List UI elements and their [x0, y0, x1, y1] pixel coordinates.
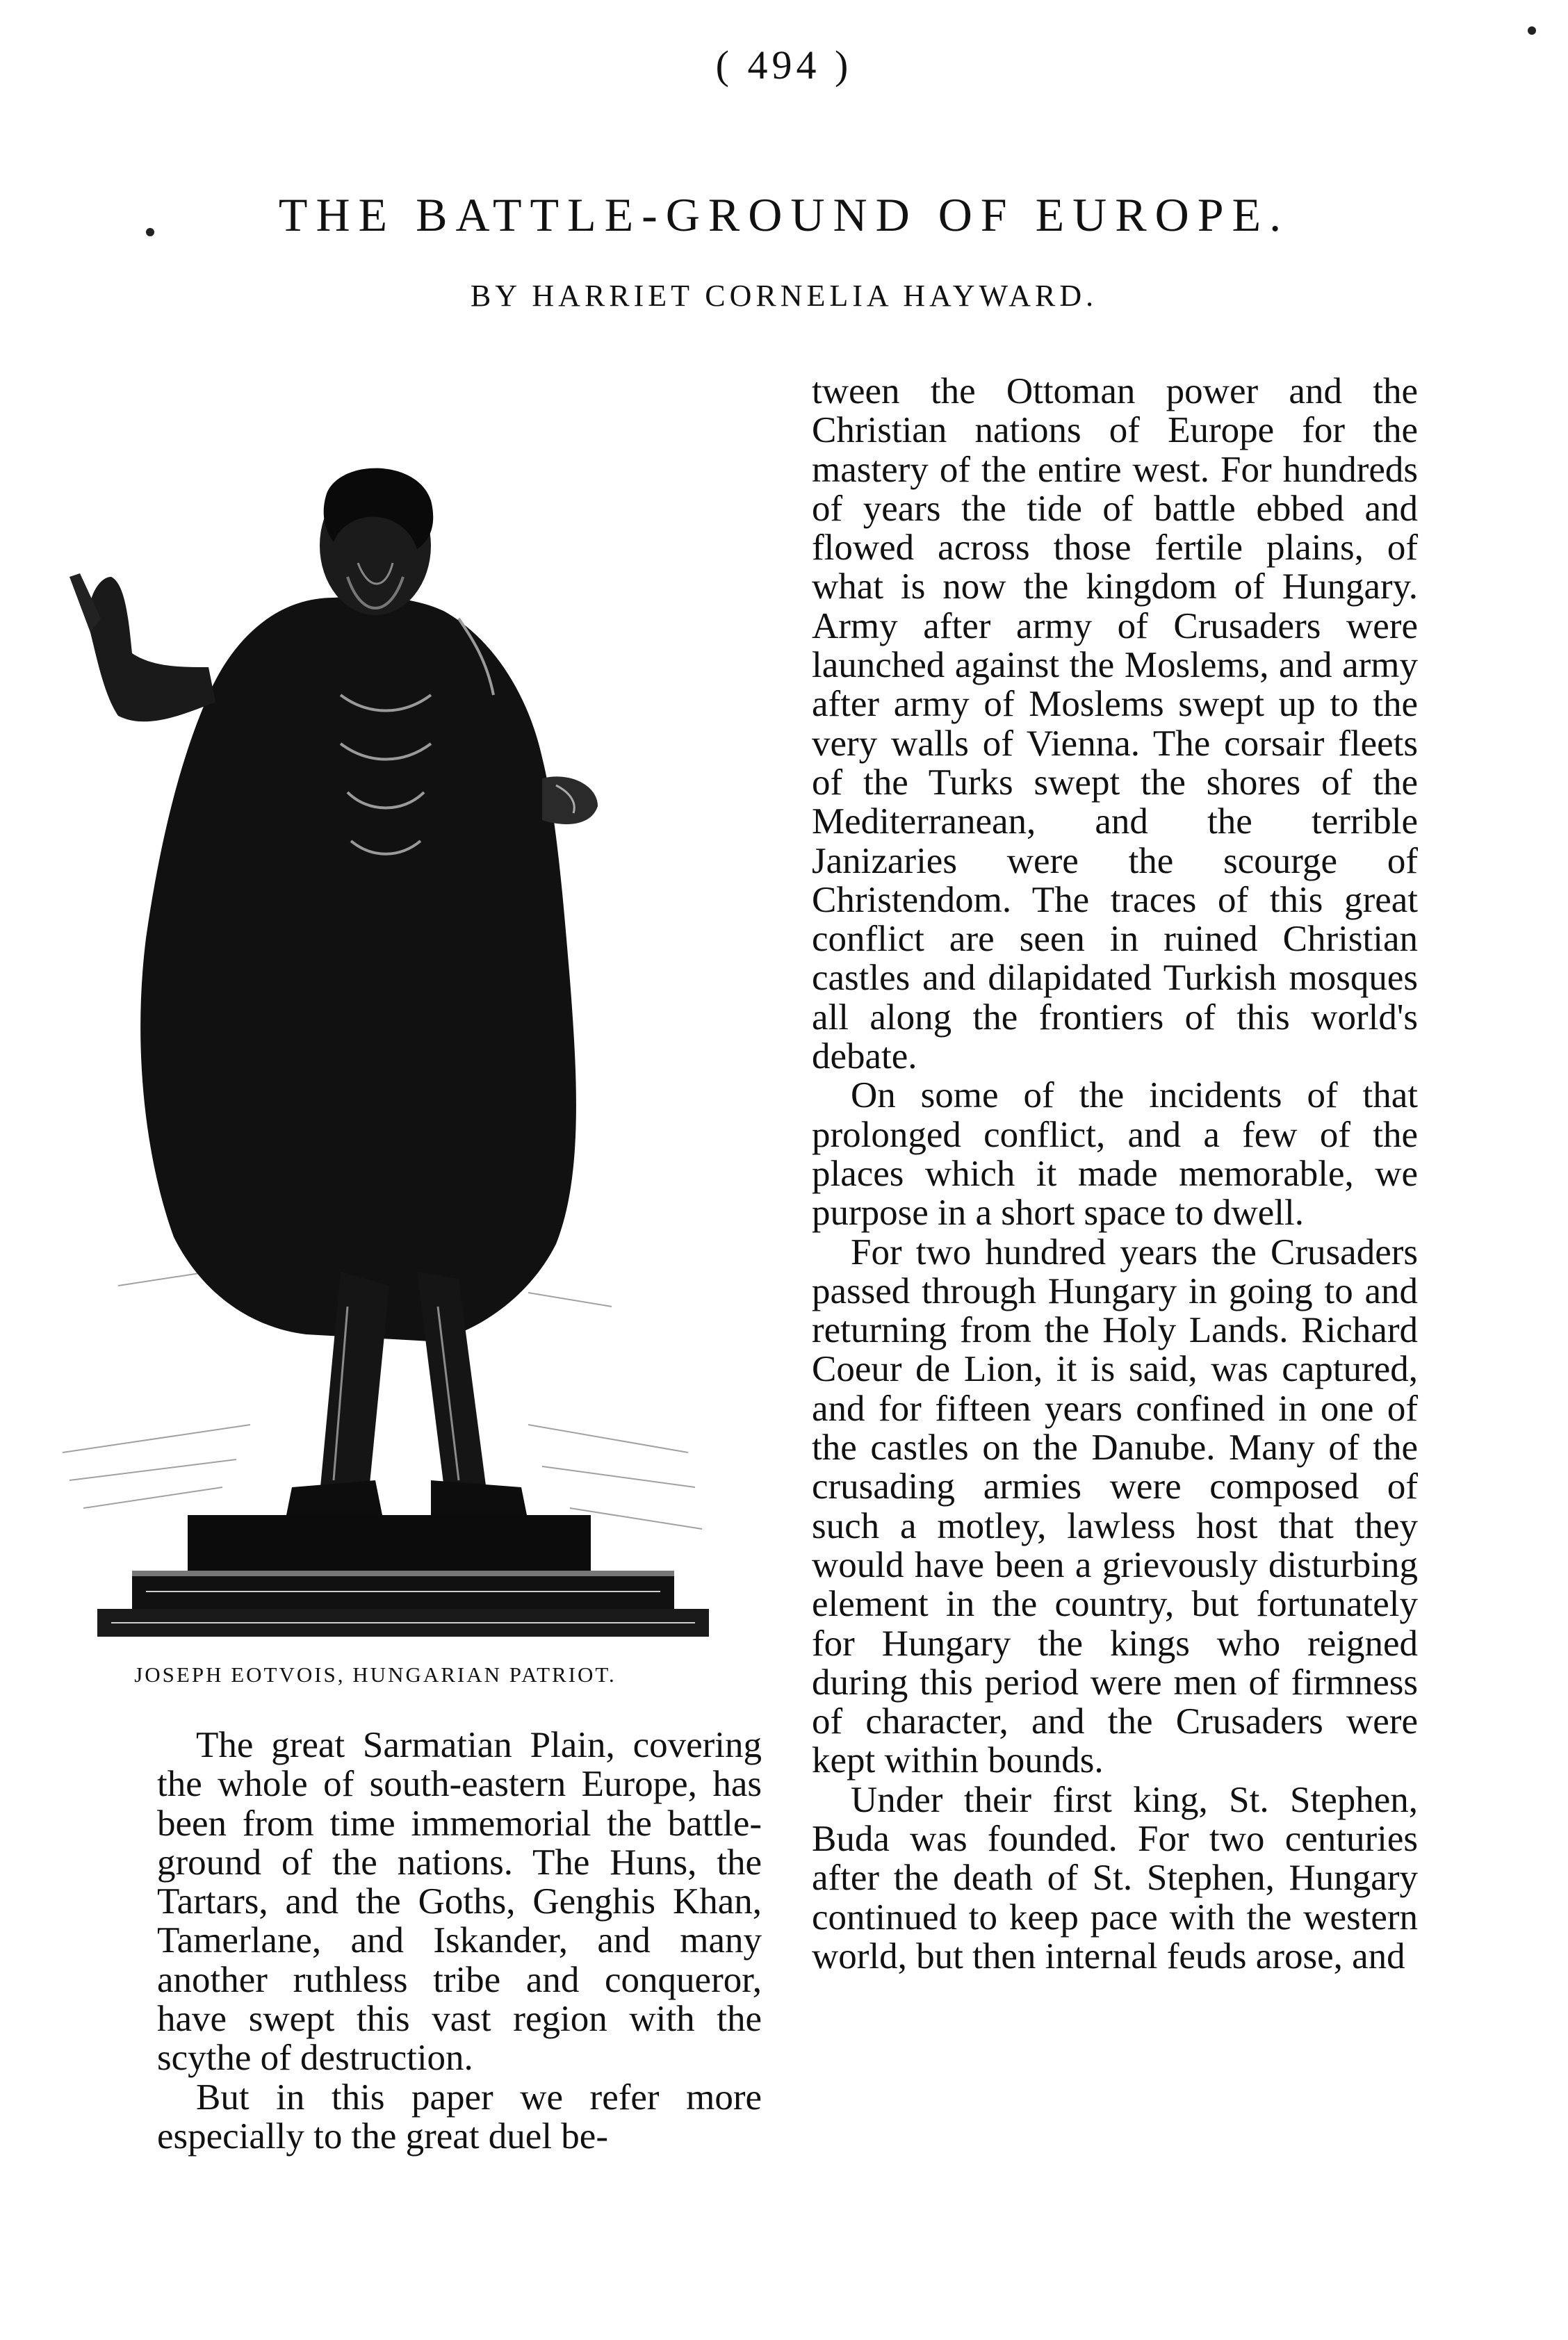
article-byline: BY HARRIET CORNELIA HAYWARD. [470, 279, 1098, 313]
article-title: THE BATTLE-GROUND OF EUROPE. [278, 188, 1290, 241]
right-column [812, 372, 1418, 1976]
statue-illustration [42, 368, 709, 1640]
figure-caption: JOSEPH EOTVOIS, HUNGARIAN PATRIOT. [134, 1662, 616, 1687]
page-number: ( 494 ) [715, 42, 853, 88]
left-column [157, 1726, 762, 2156]
paragraph: The great Sarmatian Plain, covering the whole of south-eastern Europe, has been from time immemorial the battle-ground of the nations. The Huns, the Tartars, and the Goths, Genghis Khan, Tamerlane, and Iskander, and many another ruthless tribe and conqueror, have swept this vast region with the scythe of destruction. [157, 1725, 762, 2079]
paragraph-continuation: tween the Ottoman power and the Christian nations of Europe for the mastery of the entire west. For hundreds of years the tide of battle ebbed and flowed across those fertile plains, of what is now the kingdom of Hungary. Army after army of Crusaders were launched against the Moslems, and army after army of Moslems swept up to the very walls of Vienna. The corsair fleets of the Turks swept the shores of the Mediterranean, and the terrible Janizaries were the scourge of Christendom. The traces of this great conflict are seen in ruined Christian castles and dilapidated Turkish mosques all along the frontiers of this world's debate. [812, 371, 1418, 1077]
statue-engraving [42, 368, 709, 1640]
paragraph: Under their first king, St. Stephen, Buda was founded. For two centuries after the death of St. Stephen, Hungary continued to keep pace with the western world, but then internal feuds arose, and [812, 1779, 1418, 1977]
paragraph: For two hundred years the Crusaders passed through Hungary in going to and returning from the Holy Lands. Richard Coeur de Lion, it is said, was captured, and for fifteen years confined in one of the castles on the Danube. Many of the crusading armies were composed of such a motley, lawless host that they would have been a grievously disturbing element in the country, but fortunately for Hungary the kings who reigned during this period were men of firmness of character, and the Crusaders were kept within bounds. [812, 1232, 1418, 1781]
paragraph: But in this paper we refer more especially to the great duel be- [157, 2077, 762, 2157]
paragraph: On some of the incidents of that prolonged conflict, and a few of the places which it made memorable, we purpose in a short space to dwell. [812, 1075, 1418, 1234]
stray-ink-mark [1528, 26, 1536, 35]
